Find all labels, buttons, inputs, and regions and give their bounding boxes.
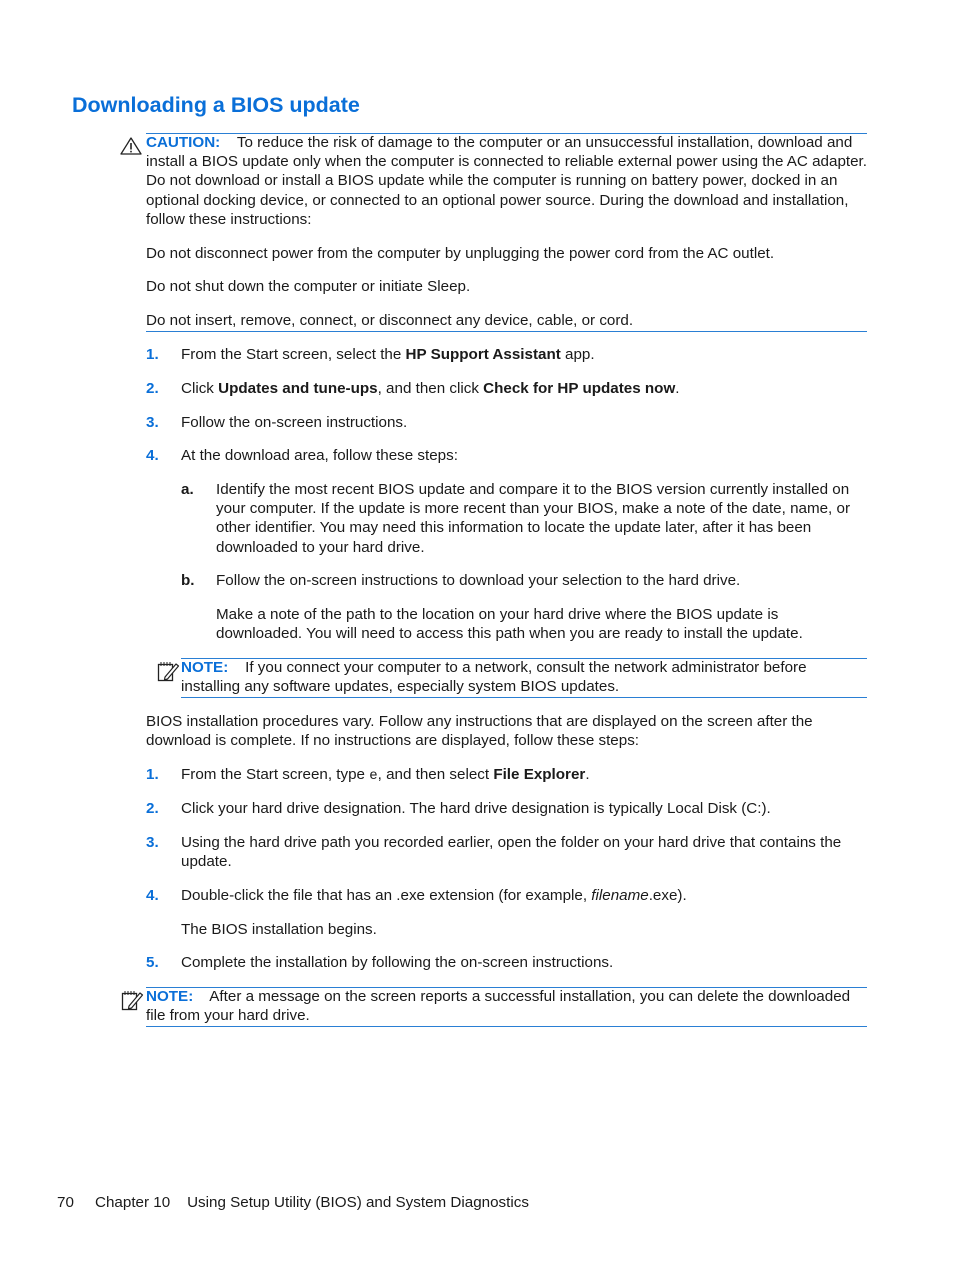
note1-text: If you connect your computer to a network, consult the network administrator before installing any software updates, especially system BIOS updates. [181, 659, 807, 696]
page-footer [57, 1193, 529, 1212]
step-text: Click your hard drive designation. The hard drive designation is typically Local Disk (C:). [181, 800, 771, 817]
note1-label: NOTE: [181, 659, 229, 676]
page-number: 70 [57, 1194, 74, 1211]
substep-letter: a. [181, 481, 194, 498]
caution-item: Do not insert, remove, connect, or disconnect any device, cable, or cord. [146, 312, 634, 329]
step-text: Follow the on-screen instructions. [181, 414, 408, 431]
warning-triangle-icon [120, 137, 142, 155]
caution-bottom-rule [146, 331, 867, 332]
step-number: 2. [146, 800, 159, 817]
note-pencil-icon [120, 988, 144, 1012]
note2-paragraph [146, 987, 868, 1025]
caution-item: Do not shut down the computer or initiate Sleep. [146, 278, 471, 295]
step-text: From the Start screen, select the HP Support Assistant app. [181, 346, 595, 363]
step-number: 3. [146, 834, 159, 851]
step-number: 2. [146, 380, 159, 397]
note1-bottom-rule [181, 697, 867, 698]
step-number: 1. [146, 766, 159, 783]
caution-item: Do not disconnect power from the computer by unplugging the power cord from the AC outlet. [146, 245, 775, 262]
substep-letter: b. [181, 572, 195, 589]
intro-paragraph: BIOS installation procedures vary. Follow any instructions that are displayed on the screen after the download is complete. If no instructions are displayed, follow these steps: [146, 713, 813, 750]
caution-paragraph [146, 133, 868, 229]
note2-text: After a message on the screen reports a successful installation, you can delete the downloaded file from your hard drive. [146, 988, 851, 1025]
caution-label: CAUTION: [146, 134, 221, 151]
step-number: 1. [146, 346, 159, 363]
substep-text: Identify the most recent BIOS update and compare it to the BIOS version currently installed on your computer. If the update is more recent than your BIOS, make a note of the date, name, or other identifier. You may need this information to locate the update later, after it has been downloaded to your hard drive. [216, 481, 851, 556]
step-number: 4. [146, 887, 159, 904]
caution-text: To reduce the risk of damage to the computer or an unsuccessful installation, download and install a BIOS update only when the computer is connected to reliable external power using the AC adapter. Do not download or install a BIOS update while the computer is running on battery power, docked in an optional docking device, or connected to an optional power source. During the download and installation, follow these instructions: [146, 134, 867, 228]
note1-paragraph [181, 658, 867, 696]
note2-label: NOTE: [146, 988, 194, 1005]
substep-text: Follow the on-screen instructions to download your selection to the hard drive. [216, 572, 741, 589]
step-text: Double-click the file that has an .exe extension (for example, filename.exe). [181, 887, 687, 904]
substep-extra: Make a note of the path to the location on your hard drive where the BIOS update is downloaded. You will need to access this path when you are ready to install the update. [216, 606, 803, 643]
step-number: 5. [146, 954, 159, 971]
step-text: From the Start screen, type e, and then select File Explorer. [181, 766, 590, 784]
step-text: Using the hard drive path you recorded earlier, open the folder on your hard drive that contains the update. [181, 834, 842, 871]
page-title: Downloading a BIOS update [72, 93, 360, 117]
step-text: Click Updates and tune-ups, and then click Check for HP updates now. [181, 380, 680, 397]
note-pencil-icon [156, 659, 180, 683]
footer-chapter: Chapter 10 [95, 1194, 171, 1211]
footer-title: Using Setup Utility (BIOS) and System Diagnostics [187, 1194, 529, 1211]
step-text: At the download area, follow these steps: [181, 447, 458, 464]
note2-bottom-rule [146, 1026, 867, 1027]
step-number: 3. [146, 414, 159, 431]
step-number: 4. [146, 447, 159, 464]
step-text: Complete the installation by following the on-screen instructions. [181, 954, 614, 971]
step-extra: The BIOS installation begins. [181, 921, 377, 938]
